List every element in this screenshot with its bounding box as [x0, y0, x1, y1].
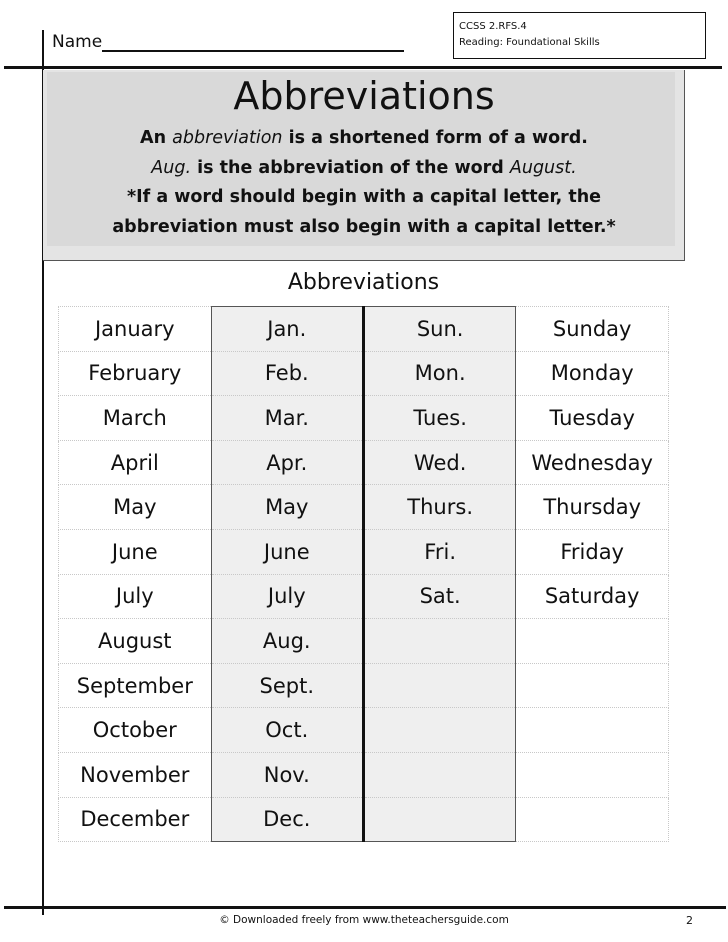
day-cell: Tuesday [516, 396, 669, 441]
table-row [59, 307, 669, 352]
month-cell: September [59, 663, 212, 708]
month-abbr-cell: Nov. [211, 752, 363, 797]
table-row [59, 708, 669, 753]
table-row [59, 485, 669, 530]
month-abbr-cell: May [211, 485, 363, 530]
day-cell: Friday [516, 529, 669, 574]
day-abbr-cell: Sun. [363, 307, 515, 352]
month-abbr-cell: Dec. [211, 797, 363, 842]
table-row [59, 663, 669, 708]
day-cell [516, 797, 669, 842]
day-cell: Saturday [516, 574, 669, 619]
day-abbr-cell: Wed. [363, 440, 515, 485]
standards-code: CCSS 2.RFS.4 [459, 21, 527, 32]
day-abbr-cell: Mon. [363, 351, 515, 396]
day-abbr-cell [363, 797, 515, 842]
day-cell: Thursday [516, 485, 669, 530]
month-cell: May [59, 485, 212, 530]
name-label: Name [52, 32, 103, 52]
day-abbr-cell [363, 619, 515, 664]
month-cell: February [59, 351, 212, 396]
day-abbr-cell: Thurs. [363, 485, 515, 530]
intro-line-1: An abbreviation is a shortened form of a word. [140, 128, 588, 148]
table-row [59, 619, 669, 664]
table-row [59, 529, 669, 574]
day-cell [516, 708, 669, 753]
top-rule [4, 66, 722, 69]
month-cell: April [59, 440, 212, 485]
day-abbr-cell: Tues. [363, 396, 515, 441]
month-abbr-cell: July [211, 574, 363, 619]
intro-line-3: *If a word should begin with a capital letter, the [126, 187, 602, 207]
day-cell [516, 752, 669, 797]
month-abbr-cell: Oct. [211, 708, 363, 753]
day-cell: Monday [516, 351, 669, 396]
month-abbr-cell: Aug. [211, 619, 363, 664]
table-row [59, 752, 669, 797]
page-title: Abbreviations [233, 74, 495, 118]
standards-subject: Reading: Foundational Skills [459, 37, 600, 48]
month-cell: July [59, 574, 212, 619]
intro-definition [43, 124, 685, 242]
month-cell: March [59, 396, 212, 441]
month-cell: January [59, 307, 212, 352]
footer-credit: © Downloaded freely from www.theteachersguide.com [219, 914, 509, 926]
month-cell: August [59, 619, 212, 664]
name-field-line[interactable] [102, 50, 404, 52]
day-abbr-cell [363, 708, 515, 753]
month-cell: June [59, 529, 212, 574]
table-row [59, 574, 669, 619]
month-abbr-cell: Sept. [211, 663, 363, 708]
day-abbr-cell: Sat. [363, 574, 515, 619]
day-cell: Sunday [516, 307, 669, 352]
month-abbr-cell: Apr. [211, 440, 363, 485]
table-row [59, 396, 669, 441]
table-row [59, 797, 669, 842]
month-cell: December [59, 797, 212, 842]
intro-line-2: Aug. is the abbreviation of the word August. [151, 157, 577, 178]
month-cell: November [59, 752, 212, 797]
day-cell: Wednesday [516, 440, 669, 485]
table-title: Abbreviations [287, 270, 440, 295]
intro-line-4: abbreviation must also begin with a capital letter.* [112, 216, 616, 237]
month-cell: October [59, 708, 212, 753]
month-abbr-cell: Feb. [211, 351, 363, 396]
day-abbr-cell [363, 752, 515, 797]
day-abbr-cell: Fri. [363, 529, 515, 574]
day-cell [516, 663, 669, 708]
table-row [59, 440, 669, 485]
month-abbr-cell: Mar. [211, 396, 363, 441]
abbreviations-table [58, 306, 669, 842]
standards-box [453, 12, 706, 59]
month-abbr-cell: June [211, 529, 363, 574]
day-cell [516, 619, 669, 664]
bottom-rule [4, 906, 726, 909]
table-row [59, 351, 669, 396]
month-abbr-cell: Jan. [211, 307, 363, 352]
day-abbr-cell [363, 663, 515, 708]
page-number: 2 [686, 914, 693, 927]
